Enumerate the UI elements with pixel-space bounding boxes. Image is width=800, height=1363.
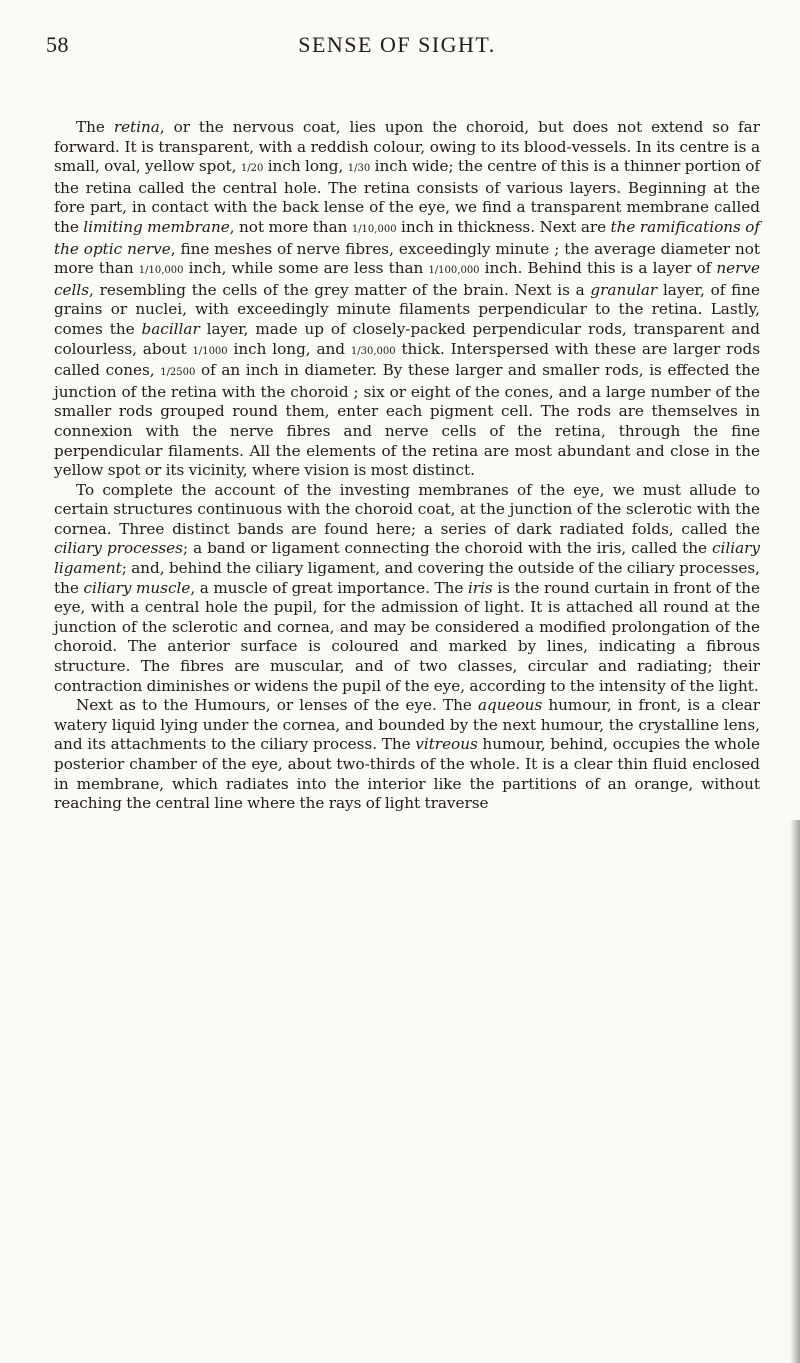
paragraph-3 — [54, 696, 760, 814]
paragraph-1 — [54, 118, 760, 481]
text-run: layer, made up of closely-packed perpendicular rods, transparent and colourless, about — [54, 319, 760, 358]
italic-term: retina — [113, 118, 160, 136]
italic-term: nerve cells — [54, 259, 760, 299]
italic-term: iris — [467, 578, 493, 597]
italic-term: ciliary ligament — [54, 539, 761, 578]
text-run: of an inch in diameter. By these larger and smaller rods, is effected the junction of the retina with the choroid ; six or eight of the cones, and a large number of the smaller rods grouped round them, enter each pigment cell. The rods are themselves in connexion with the nerve fibres and nerve cells of the retina, through the fine perpendicular filaments. All the elements of the retina are most abundant and close in the yellow spot or its vicinity, where vision is most distinct. — [54, 361, 760, 480]
text-run: To complete the account of the investing membranes of the eye, we must allude to certain structures continuous with the choroid coat, at the junction of the sclerotic with the cornea. Three distinct bands are found here; a series of dark radiated folds, called the — [54, 480, 760, 538]
text-run: inch long, and — [227, 339, 351, 358]
italic-term: granular — [590, 280, 658, 299]
page-edge-shadow — [790, 820, 800, 1363]
text-run: ; and, behind the ciliary ligament, and covering the outside of the ciliary processes, the — [54, 559, 760, 597]
text-run: humour, behind, occupies the whole posterior chamber of the eye, about two-thirds of the whole. It is a clear thin fluid enclosed in membrane, which radiates into the interior like the partitions of an orange, without reaching the central line where the rays of light traverse — [54, 735, 760, 813]
text-run: thick. Interspersed with these are larger rods called cones, — [54, 339, 760, 380]
text-run: , or the nervous coat, lies upon the choroid, but does not extend so far forward. It is transparent, with a reddish colour, owing to its blood-vessels. In its centre is a small, oval, yellow spot, — [54, 118, 760, 176]
paragraph-2 — [54, 481, 760, 697]
running-title: SENSE OF SIGHT. — [298, 32, 496, 57]
running-head — [46, 32, 748, 62]
italic-term: aqueous — [477, 696, 543, 715]
text-run: inch long, — [263, 157, 348, 176]
italic-term: vitreous — [415, 735, 478, 754]
text-run: inch in thickness. Next are — [396, 217, 611, 236]
text-run: Next as to the Humours, or lenses of the eye. The — [76, 696, 478, 715]
fraction: 1/30 — [347, 163, 371, 175]
italic-term: ciliary processes — [54, 539, 183, 558]
text-run: ; a band or ligament connecting the choroid with the iris, called the — [182, 539, 713, 558]
fraction: 1/1000 — [192, 345, 228, 357]
fraction: 1/10,000 — [351, 223, 397, 235]
fraction: 1/100,000 — [428, 265, 480, 277]
page-number: 58 — [46, 32, 69, 57]
text-run: inch wide; the centre of this is a thinner portion of the retina called the central hole. The retina consists of various layers. Beginning at the fore part, in contact with the back lense of the eye, we find a transparent membrane called the — [54, 157, 760, 236]
italic-term: the ramifications of the optic nerve — [54, 217, 760, 258]
text-run: , a muscle of great importance. The — [190, 578, 468, 597]
text-run: layer, of fine grains or nuclei, with exceedingly minute filaments perpendicular to the retina. Lastly, comes the — [54, 280, 760, 338]
fraction: 1/2500 — [160, 367, 196, 379]
text-run: is the round curtain in front of the eye, with a central hole the pupil, for the admission of light. It is attached all round at the junction of the sclerotic and cornea, and may be considered a modified prolongation of the choroid. The anterior surface is coloured and marked by lines, indicating a fibrous structure. The fibres are muscular, and of two classes, circular and radiating; their contraction diminishes or widens the pupil of the eye, according to the intensity of the light. — [54, 578, 760, 695]
italic-term: limiting membrane — [83, 217, 230, 236]
fraction: 1/30,000 — [350, 345, 396, 357]
fraction: 1/20 — [240, 163, 264, 175]
text-run: inch, while some are less than — [183, 259, 429, 278]
text-run: , fine meshes of nerve fibres, exceedingly minute ; the average diameter not more than — [54, 239, 760, 278]
text-run: humour, in front, is a clear watery liquid lying under the cornea, and bounded by the next humour, the crystalline lens, and its attachments to the ciliary process. The — [54, 696, 760, 754]
text-run: The — [76, 118, 114, 136]
text-run: inch. Behind this is a layer of — [479, 259, 717, 278]
text-run: , not more than — [229, 217, 352, 236]
text-run: , resembling the cells of the grey matter of the brain. Next is a — [89, 280, 591, 299]
italic-term: ciliary muscle — [83, 578, 191, 597]
fraction: 1/10,000 — [138, 265, 184, 277]
italic-term: bacillar — [141, 319, 200, 338]
body-text — [54, 118, 760, 814]
